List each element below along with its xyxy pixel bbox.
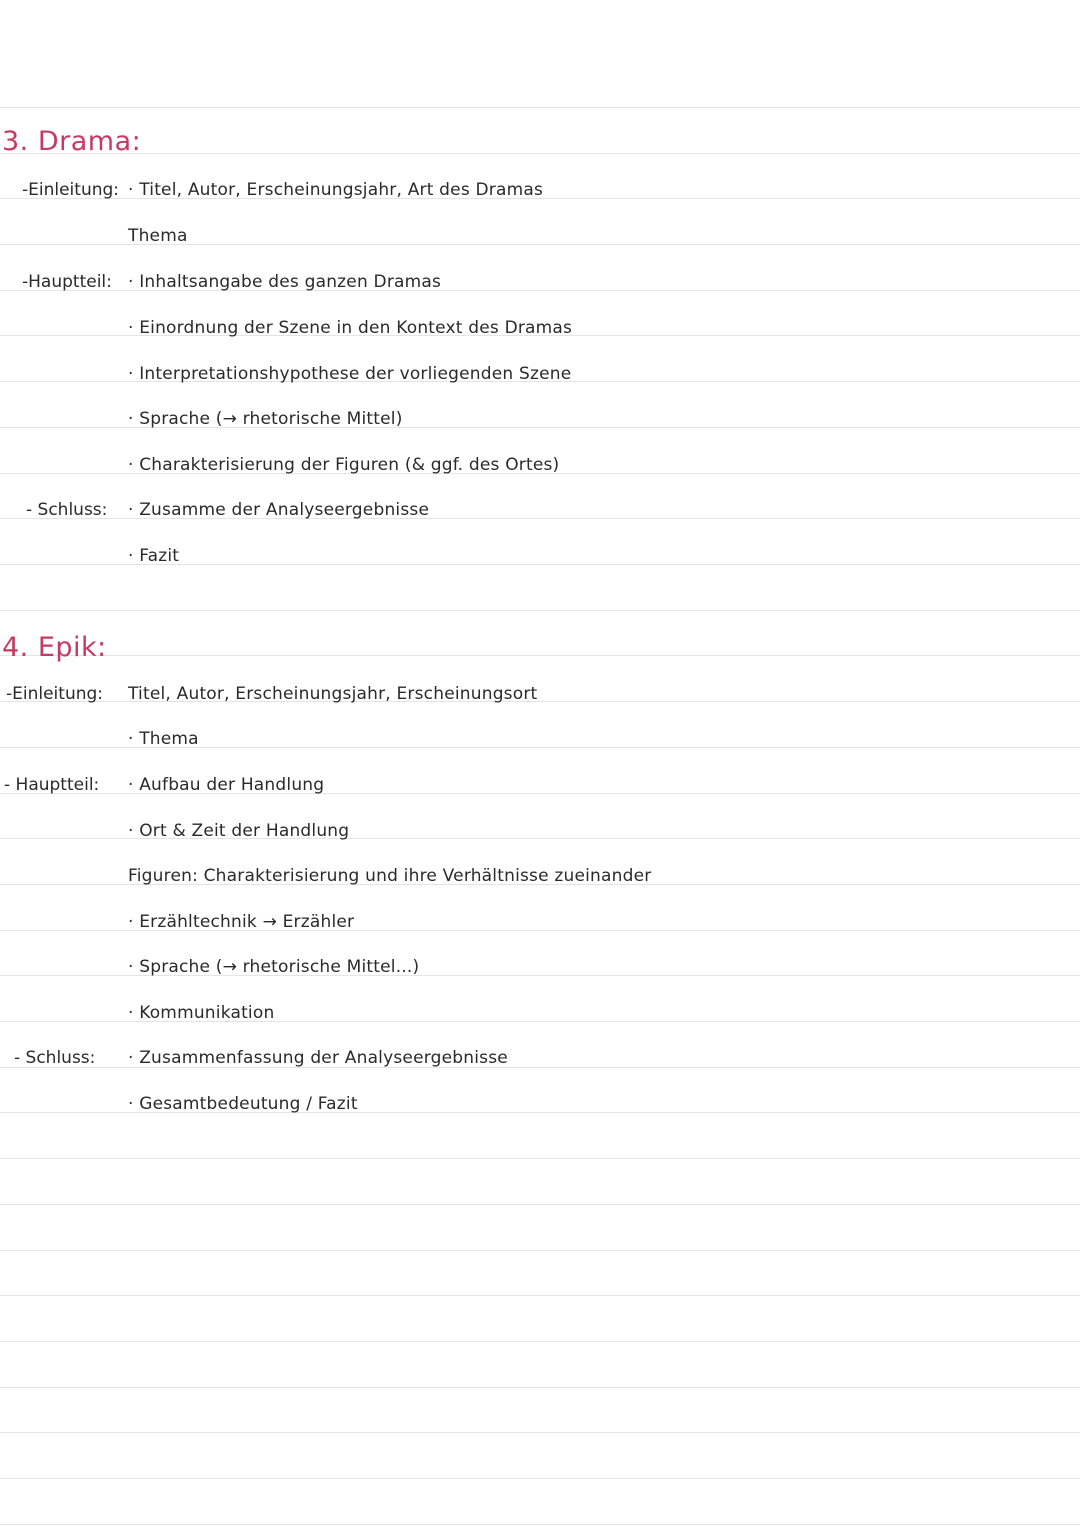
list-item: · Fazit <box>128 546 180 566</box>
list-item: Titel, Autor, Erscheinungsjahr, Erscheinungsort <box>128 684 538 704</box>
ruled-line <box>0 1432 1080 1433</box>
ruled-line <box>0 1158 1080 1159</box>
list-item: · Zusammenfassung der Analyseergebnisse <box>128 1048 508 1068</box>
part-label-schluss: - Schluss: <box>14 1048 96 1068</box>
part-label-einleitung: -Einleitung: <box>6 684 104 704</box>
list-item: · Zusamme der Analyseergebnisse <box>128 500 430 520</box>
ruled-line <box>0 1250 1080 1251</box>
list-item: · Thema <box>128 729 199 749</box>
ruled-line <box>0 1478 1080 1479</box>
list-item: · Aufbau der Handlung <box>128 775 325 795</box>
ruled-line <box>0 610 1080 611</box>
ruled-line <box>0 1204 1080 1205</box>
list-item: · Inhaltsangabe des ganzen Dramas <box>128 272 442 292</box>
ruled-line <box>0 1295 1080 1296</box>
list-item: · Kommunikation <box>128 1003 275 1023</box>
section-heading: 3. Drama: <box>2 126 142 157</box>
list-item: · Titel, Autor, Erscheinungsjahr, Art des Dramas <box>128 180 544 200</box>
part-label-hauptteil: - Hauptteil: <box>4 775 100 795</box>
part-label-schluss: - Schluss: <box>26 500 108 520</box>
part-label-einleitung: -Einleitung: <box>22 180 120 200</box>
ruled-line <box>0 1341 1080 1342</box>
ruled-line <box>0 655 1080 656</box>
list-item: · Ort & Zeit der Handlung <box>128 821 350 841</box>
ruled-line <box>0 153 1080 154</box>
list-item: Thema <box>128 226 188 246</box>
section-heading: 4. Epik: <box>2 632 107 663</box>
ruled-line <box>0 1387 1080 1388</box>
list-item: · Erzähltechnik → Erzähler <box>128 912 355 932</box>
list-item: · Charakterisierung der Figuren (& ggf. des Ortes) <box>128 455 560 475</box>
ruled-line <box>0 1524 1080 1525</box>
part-label-hauptteil: -Hauptteil: <box>22 272 112 292</box>
list-item: · Gesamtbedeutung / Fazit <box>128 1094 358 1114</box>
list-item: · Interpretationshypothese der vorliegenden Szene <box>128 364 572 384</box>
list-item: · Sprache (→ rhetorische Mittel) <box>128 409 403 429</box>
list-item: · Sprache (→ rhetorische Mittel...) <box>128 957 420 977</box>
list-item: Figuren: Charakterisierung und ihre Verhältnisse zueinander <box>128 866 652 886</box>
list-item: · Einordnung der Szene in den Kontext des Dramas <box>128 318 573 338</box>
ruled-line <box>0 107 1080 108</box>
